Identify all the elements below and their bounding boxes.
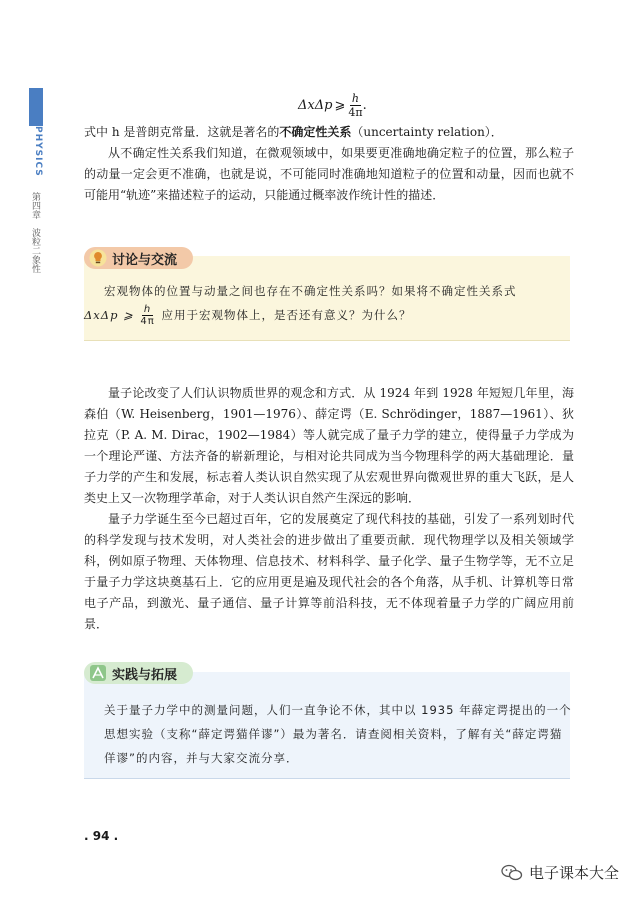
discussion-fraction — [140, 304, 154, 327]
discussion-header — [84, 246, 193, 270]
page-number: . 94 . — [84, 829, 119, 843]
paragraph-3: 量子论改变了人们认识物质世界的观念和方式．从 1924 年到 1928 年短短几年里，海森伯（W. Heisenberg，1901—1976）、薛定谔（E. Schrödinger，1887—1961）、狄拉克（P. A. M. Dirac，1902—1984）等人就完成了量子力学的建立，使得量子力学成为一个理论严谨、方法齐备的崭新理论，与相对论共同成为当今物理科学的两大基础理论．量子力学的产生和发展，标志着人类认识自然实现了从宏观世界向微观世界的重大飞跃，是人类史上又一次物理学革命，对于人类认识自然产生深远的影响． — [84, 386, 574, 505]
discussion-pill — [84, 247, 193, 269]
formula-period: . — [362, 98, 367, 113]
paragraph-2: 从不确定性关系我们知道，在微观领域中，如果要更准确地确定粒子的位置，那么粒子的动量一定会更不准确，也就是说，不可能同时准确地知道粒子的位置和动量，因而也就不可能用“轨迹”来描述粒子的运动，只能通过概率波作统计性的描述． — [84, 146, 574, 202]
formula-lhs: ΔxΔp — [298, 98, 333, 113]
formula-denominator: 4π — [348, 106, 363, 119]
compass-icon — [88, 663, 108, 683]
practice-title: 实践与拓展 — [112, 667, 178, 683]
discussion-formula-lhs: ΔxΔp ⩾ — [84, 308, 134, 322]
formula-fraction — [348, 92, 362, 119]
practice-pill — [84, 662, 193, 684]
chapter-color-bar — [29, 88, 43, 126]
paragraph-1-bold: 不确定性关系 — [279, 125, 352, 139]
discussion-formula-den: 4π — [140, 316, 155, 327]
practice-header — [84, 661, 193, 685]
chapter-label: 第四章 波粒二象性 — [30, 192, 40, 273]
paragraph-1-after: （uncertainty relation）． — [351, 125, 503, 139]
discussion-text-part2: 应用于宏观物体上，是否还有意义？为什么？ — [161, 308, 412, 322]
subject-label: PHYSICS — [33, 126, 43, 177]
watermark-text: 电子课本大全 — [528, 864, 619, 882]
discussion-formula-num: h — [143, 304, 152, 315]
paragraph-1 — [84, 122, 574, 143]
lightbulb-icon — [88, 248, 108, 268]
discussion-text-part1: 宏观物体的位置与动量之间也存在不确定性关系吗？如果将不确定性关系式 — [104, 284, 517, 298]
paragraph-1-before: 式中 h 是普朗克常量．这就是著名的 — [84, 125, 280, 139]
uncertainty-formula — [298, 92, 367, 119]
wechat-icon — [501, 864, 523, 882]
practice-text: 关于量子力学中的测量问题，人们一直争论不休，其中以 1935 年薛定谔提出的一个思想实验（支称“薛定谔猫佯谬”）最为著名．请查阅相关资料，了解有关“薛定谔猫佯谬”的内容，并与大家交流分享． — [104, 703, 572, 765]
paragraph-4: 量子力学诞生至今已超过百年，它的发展奠定了现代科技的基础，引发了一系列划时代的科学发现与技术发明，对人类社会的进步做出了重要贡献．现代物理学以及相关领域学科，例如原子物理、天体物理、信息技术、材料科学、量子化学、量子生物学等，无不立足于量子力学这块奠基石上．它的应用更是遍及现代社会的各个角落，从手机、计算机等日常电子产品，到激光、量子通信、量子计算等前沿科技，无不体现着量子力学的广阔应用前景． — [84, 512, 574, 631]
discussion-title: 讨论与交流 — [112, 252, 178, 268]
formula-operator: ⩾ — [334, 98, 346, 113]
formula-numerator: h — [351, 92, 359, 105]
wechat-watermark — [501, 862, 619, 883]
discussion-text — [84, 279, 574, 327]
